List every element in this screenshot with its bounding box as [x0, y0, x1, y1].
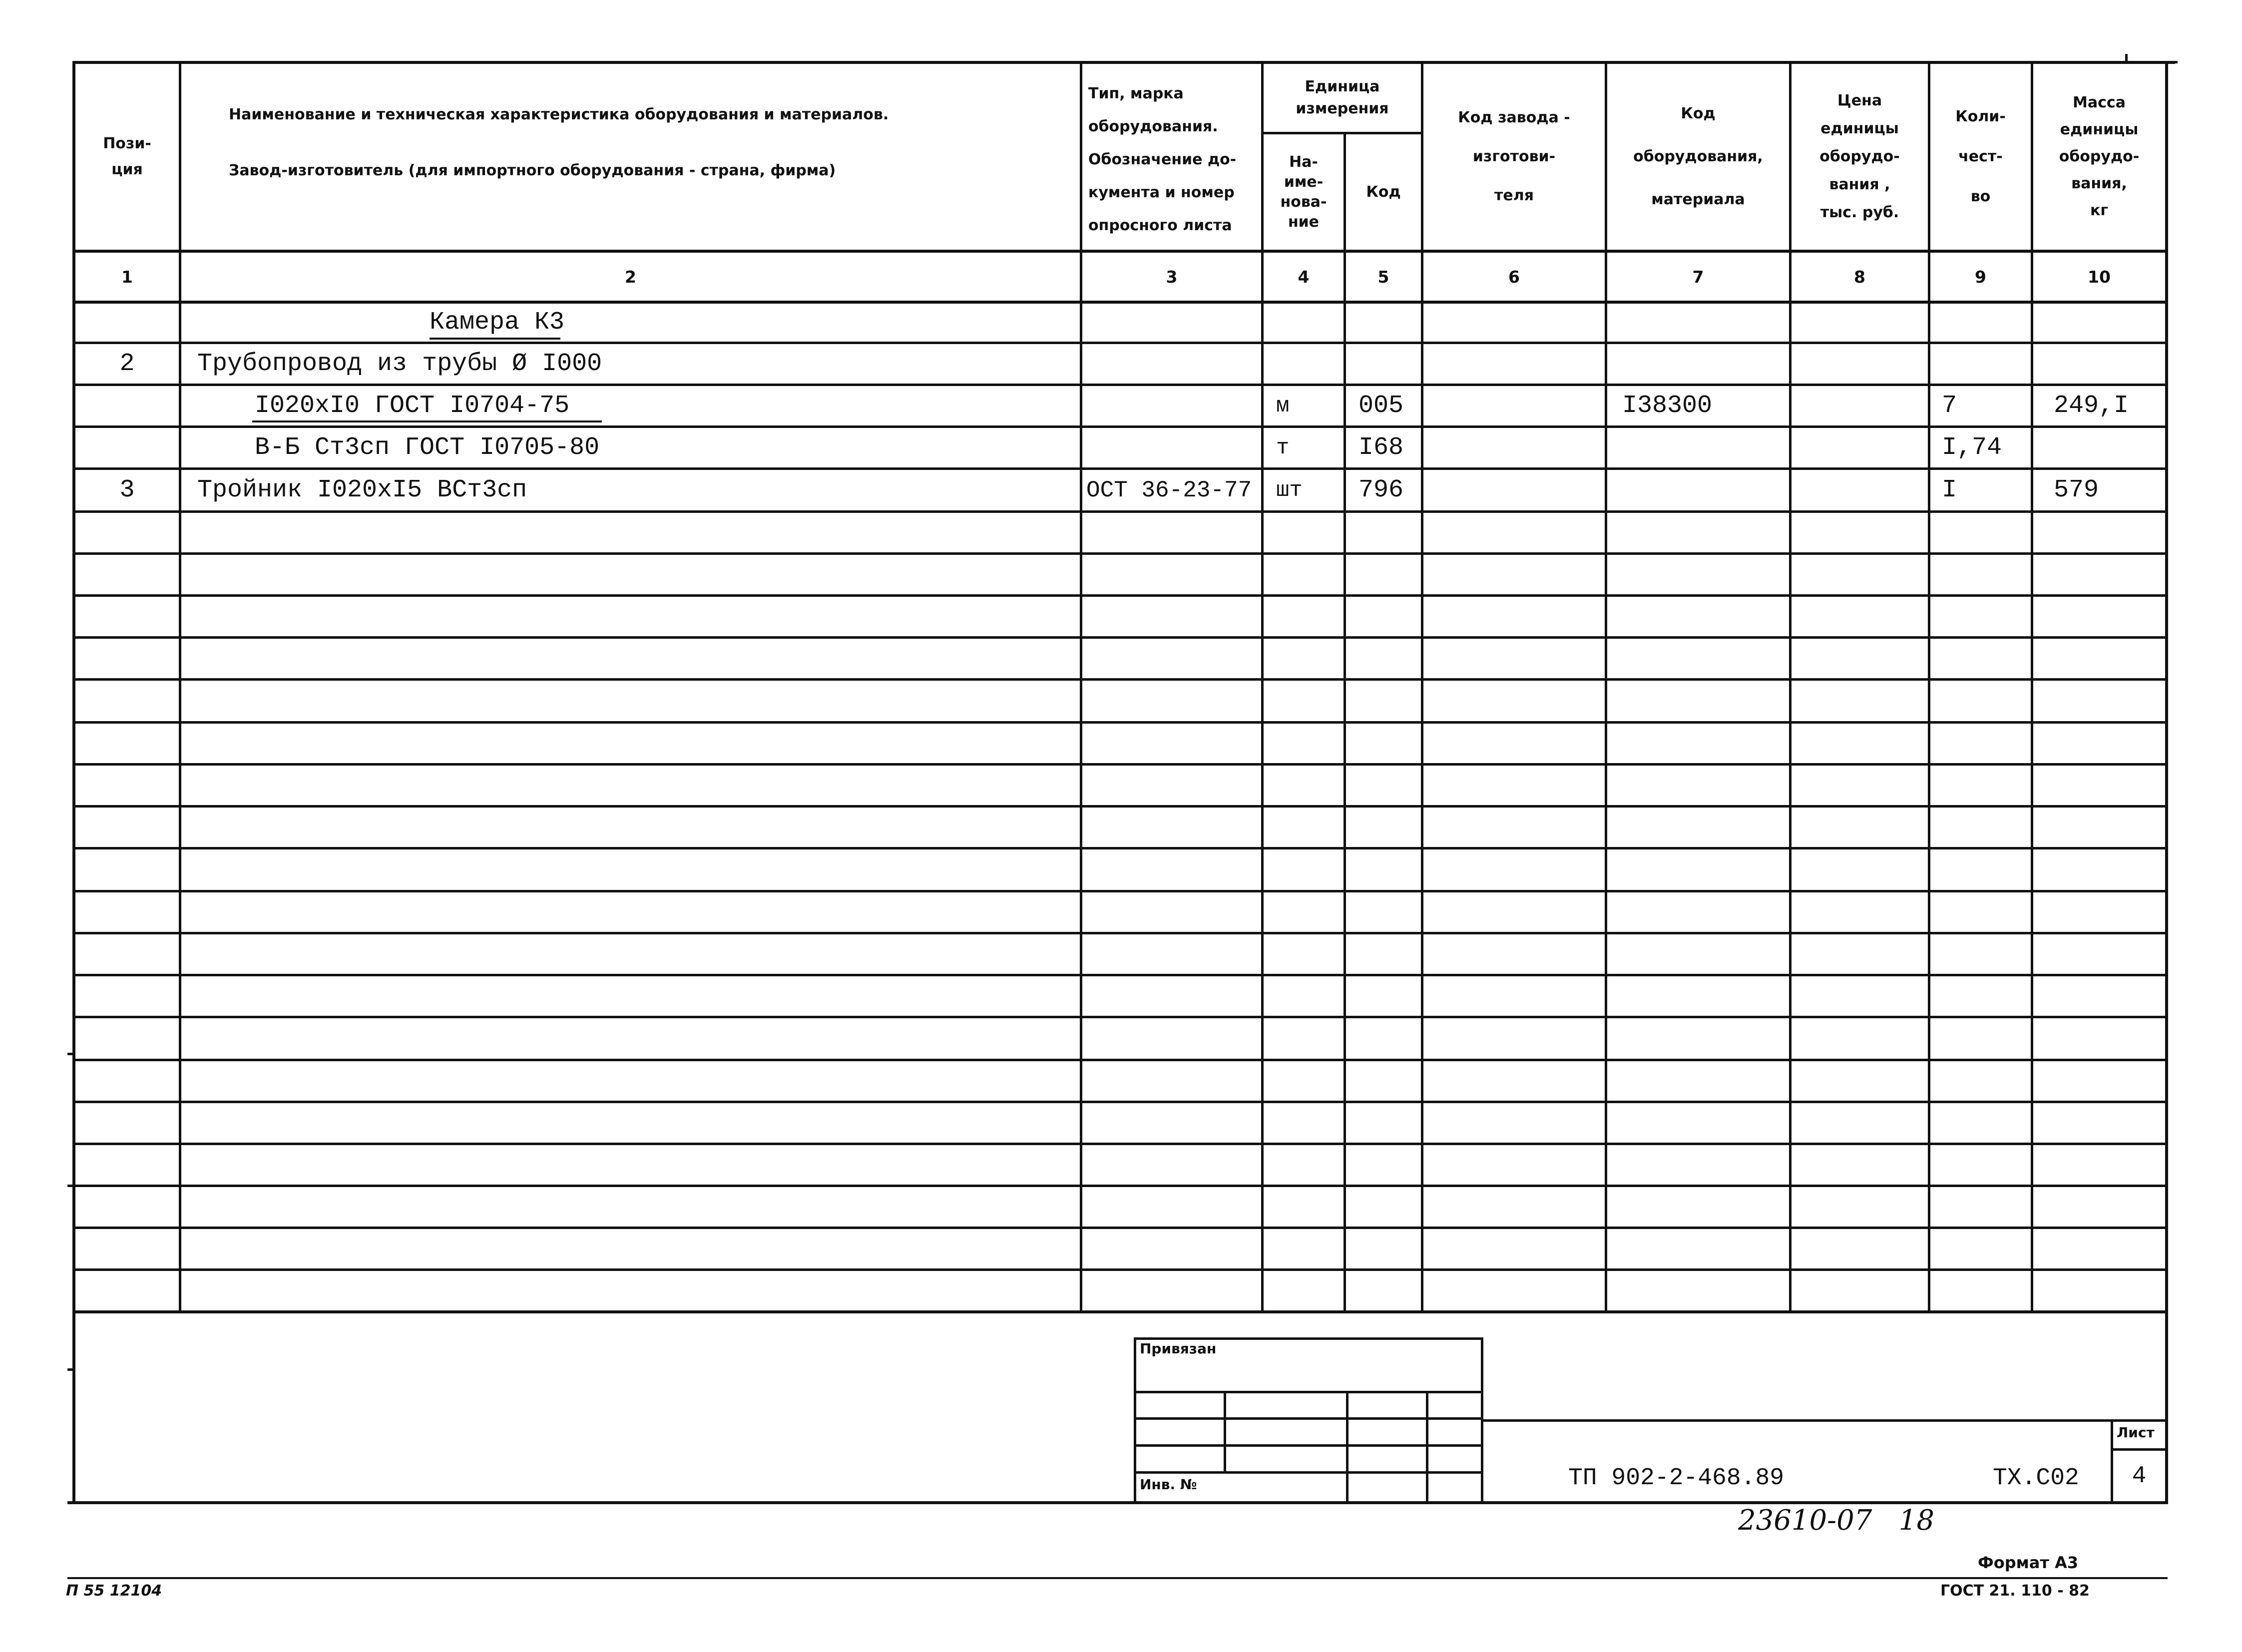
row-quantity: I,74 [1942, 433, 2002, 462]
row-line [72, 510, 2168, 513]
col-number: 3 [1166, 267, 1178, 287]
row-position: 2 [119, 349, 135, 378]
margin-tick [67, 1368, 74, 1371]
row-line [72, 1268, 2168, 1271]
row-line [72, 763, 2168, 766]
margin-tick [67, 1053, 74, 1055]
row-line [72, 890, 2168, 892]
row-line [72, 1185, 2168, 1187]
frame-right [2165, 61, 2168, 1504]
row-material-code: I38300 [1622, 391, 1713, 420]
sheet-number: 4 [2132, 1463, 2147, 1490]
header-unit-name: На- име- нова- ние [1280, 153, 1327, 231]
title-line [1481, 1419, 2168, 1422]
frame-top-ext [2128, 61, 2178, 63]
row-line [72, 847, 2168, 849]
row-quantity: 7 [1942, 391, 1957, 420]
header-name-line1: Наименование и техническая характеристика оборудования и материалов. [229, 106, 889, 123]
header-quantity: Коли- чест- во [1955, 108, 2006, 205]
row-line [72, 678, 2168, 681]
row-unit-name: шт [1276, 477, 1303, 503]
stamp-line [1134, 1337, 1136, 1502]
header-unit-code: Код [1366, 183, 1401, 201]
col-line [1080, 61, 1082, 1313]
header-name-line2: Завод-изготовитель (для импортного оборудования - страна, фирма) [229, 162, 836, 179]
row-line [72, 932, 2168, 934]
footer-gost: ГОСТ 21. 110 - 82 [1940, 1582, 2090, 1600]
row-position: 3 [119, 475, 135, 504]
row-line [72, 1227, 2168, 1229]
name-underline [252, 420, 602, 422]
col-number: 9 [1975, 267, 1986, 287]
stamp-privyazan: Привязан [1140, 1340, 1217, 1357]
col-number: 10 [2088, 267, 2111, 287]
stamp-line [1134, 1471, 1483, 1474]
footer-left-code: П 55 12104 [66, 1582, 162, 1600]
col-number: 5 [1377, 267, 1389, 287]
col-number: 7 [1692, 267, 1704, 287]
stamp-line [1346, 1391, 1348, 1502]
row-unit-code: I68 [1358, 433, 1404, 462]
row-line [72, 721, 2168, 724]
col-number: 2 [625, 267, 636, 287]
header-type: Тип, марка оборудования. Обозначение до- кумента и номер опросного листа [1088, 85, 1237, 234]
header-position: Пози- ция [103, 135, 151, 178]
row-name: Тройник I020хI5 ВСт3сп [197, 475, 527, 504]
margin-tick [67, 1185, 74, 1187]
row-line [72, 805, 2168, 808]
row-line [72, 1143, 2168, 1145]
row-name: Трубопровод из трубы Ø I000 [197, 349, 602, 378]
stamp-line [1134, 1444, 1483, 1447]
row-mass: 579 [2054, 475, 2099, 504]
footer-rule [67, 1577, 2168, 1579]
row-line [72, 552, 2168, 555]
stamp-line [1134, 1337, 1483, 1340]
title-line [2111, 1448, 2168, 1451]
row-line [72, 1101, 2168, 1103]
stamp-line [1224, 1391, 1226, 1471]
title-underline [430, 338, 560, 340]
col-line [1344, 132, 1346, 1313]
header-unit: Единица измерения [1296, 78, 1389, 117]
stamp-inv-no: Инв. № [1140, 1476, 1197, 1493]
format-label: Формат А3 [1978, 1553, 2079, 1572]
row-line [72, 1059, 2168, 1061]
row-name: I020хI0 ГОСТ I0704-75 [255, 391, 570, 420]
corner-tick [2125, 54, 2128, 63]
row-unit-name: м [1276, 393, 1290, 418]
col-line [179, 61, 181, 1313]
colnum-bottom [72, 301, 2168, 304]
header-material-code: Код оборудования, материала [1633, 105, 1763, 208]
header-factory-code: Код завода - изготови- теля [1458, 109, 1570, 204]
row-type: ОСТ 36-23-77 [1086, 477, 1252, 503]
row-quantity: I [1942, 475, 1957, 504]
section-code: ТХ.С02 [1993, 1465, 2079, 1492]
row-unit-code: 796 [1358, 475, 1404, 504]
header-mass: Масса единицы оборудо- вания, кг [2059, 94, 2140, 219]
col-number: 4 [1298, 267, 1310, 287]
table-bottom [72, 1310, 2168, 1313]
stamp-line [1134, 1391, 1483, 1393]
stamp-line [1426, 1391, 1428, 1502]
row-mass: 249,I [2054, 391, 2129, 420]
row-unit-name: т [1276, 435, 1290, 460]
row-unit-code: 005 [1358, 391, 1404, 420]
header-price: Цена единицы оборудо- вания , тыс. руб. [1819, 92, 1900, 221]
row-line [72, 636, 2168, 639]
sheet-label: Лист [2117, 1424, 2155, 1441]
row-line [72, 594, 2168, 597]
document-code: ТП 902-2-468.89 [1568, 1465, 1785, 1492]
col-number: 8 [1854, 267, 1865, 287]
row-line [72, 974, 2168, 976]
row-name: В-Б Ст3сп ГОСТ I0705-80 [255, 433, 600, 462]
col-number: 6 [1508, 267, 1520, 287]
row-name: Камера К3 [430, 308, 565, 337]
row-line [72, 1016, 2168, 1018]
handwritten-number: 23610-07 18 [1738, 1504, 1934, 1537]
col-number: 1 [121, 267, 133, 287]
stamp-line [1134, 1417, 1483, 1420]
